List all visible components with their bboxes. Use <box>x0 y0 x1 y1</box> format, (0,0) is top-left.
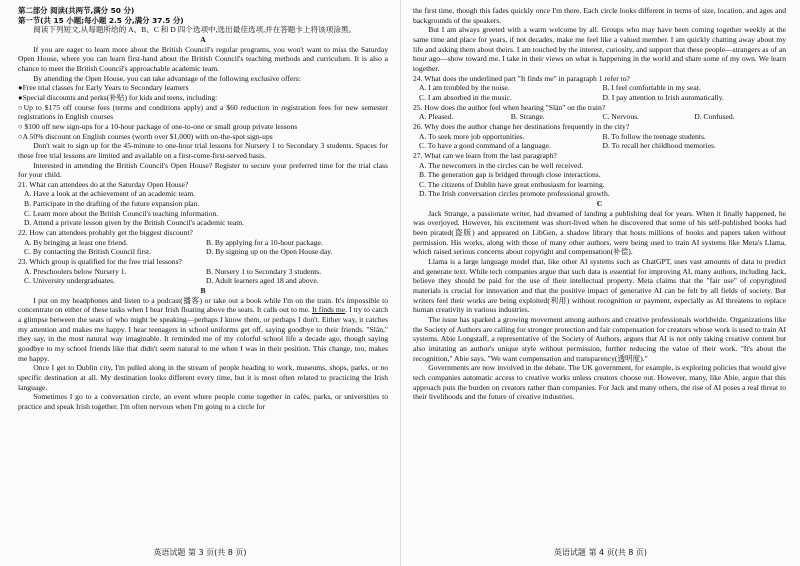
question-25: 25. How does the author feel when hearing "Slán" on the train? <box>413 102 606 112</box>
option: A. The newcomers in the circles can be well received. <box>419 160 584 170</box>
question-22: 22. How can attendees probably get the biggest discount? <box>18 228 193 238</box>
option: A. By bringing at least one friend. <box>24 237 128 247</box>
option: C. The citizens of Dublin have great enthusiasm for learning. <box>419 179 605 189</box>
passage-b-paragraph: But I am always greeted with a warm welcome by all. Groups who may have been coming together weekly at the same time and place for years, if not decades, make me feel like a valued member. I am quickly chatting away about my life and asking them about theirs. I am touched by the interest, curiosity, and support that these people—strangers as of an hour ago—show toward me. I take in their views on what is happening in the world and share some of my own. We learn together. <box>413 25 786 73</box>
option: B. To follow the teenage students. <box>602 131 706 141</box>
option-row <box>413 132 786 142</box>
option-row <box>413 141 786 151</box>
question-26: 26. Why does the author change her destinations frequently in the city? <box>413 121 630 131</box>
offer-sub-bullet: ○A 50% discount on English courses (worth over $1,000) with on-the-spot sign-ups <box>18 131 273 141</box>
section-title: 第二部分 阅读(共两节,满分 50 分) <box>18 6 135 15</box>
option: C. I am absorbed in the music. <box>419 92 512 102</box>
passage-b-text: . I try to catch a glimpse between the seats of who might be speaking—perhaps I know them, or perhaps I don't. Either way, it catches my attention and makes me happy. I hear teenagers in school uniforms get off, saying goodbye to their friends. "Slán," they say, in the most natural way imaginable. It reminded me of my colorful school life a decade ago, though saying goodbye to my school friends like that didn't seem natural to me when I was in their position. This change, too, makes me happy. <box>18 305 388 363</box>
instructions: 阅读下列短文,从每题所给的 A、B、C 和 D 四个选项中,选出最佳选项,并在答题卡上将该项涂黑。 <box>33 25 357 35</box>
option-row <box>413 93 786 103</box>
option: B. Participate in the drafting of the future expansion plan. <box>24 199 200 209</box>
offer-sub-bullet: ○ $100 off new sign-ups for a 10-hour package of one-to-one or small group private lessons <box>18 121 298 131</box>
underlined-phrase: It finds me <box>312 305 346 315</box>
option: C. University undergraduates. <box>24 276 115 286</box>
option: A. I am troubled by the noise. <box>419 83 510 93</box>
passage-b-paragraph: the first time, though this fades quickly once I'm there. Each circle looks different in terms of size, location, and ages and backgrounds of the speakers. <box>413 6 786 25</box>
passage-a-paragraph: By attending the Open House, you can take advantage of the following exclusive offers: <box>33 73 301 83</box>
option-row <box>18 276 388 286</box>
passage-c-label: C <box>596 199 603 209</box>
option-row <box>413 112 786 122</box>
option: C. By contacting the British Council first. <box>24 247 151 257</box>
passage-c-paragraph: Jack Strange, a passionate writer, had dreamed of landing a publishing deal for years. When it finally happened, he was overjoyed. However, his excitement was short-lived when he discovered that some of his self-published books had been pirated(盗版) and appeared on LibGen, a shadow library that hosts millions of books and papers taken without permission. His works, along with those of many other authors, were being used to train AI systems like Meta's Llama, which raised serious concerns about copyright and compensation(补偿). <box>413 208 786 257</box>
passage-b-paragraph: Once I get to Dublin city, I'm pulled along in the stream of people heading to work, museums, shops, parks, or no specific destination at all. My destination looks different every time, but it is most often related to practicing the Irish language. <box>18 363 388 392</box>
option: B. The generation gap is bridged through close interactions. <box>419 170 601 180</box>
question-27: 27. What can we learn from the last paragraph? <box>413 150 557 160</box>
option-row <box>413 83 786 93</box>
option: A. Pleased. <box>419 112 454 122</box>
passage-c-paragraph: Governments are now involved in the debate. The UK government, for example, is exploring policies that would give tech companies automatic access to creative works unless creators choose out. However, many, like Abie, argue that this approach puts the burden on creators rather than companies. For Jack and many others, the rise of AI poses a real threat to their livelihoods and the future of creative industries. <box>413 363 786 402</box>
option: B. Nursery 1 to Secondary 3 students. <box>206 266 322 276</box>
option: C. To have a good command of a language. <box>419 141 551 151</box>
option: A. To seek more job opportunities. <box>419 131 525 141</box>
passage-b-label: B <box>200 286 206 296</box>
left-column <box>18 6 388 536</box>
option: D. I pay attention to Irish automatically. <box>602 92 724 102</box>
passage-c-paragraph: The issue has sparked a growing movement among authors and creative professionals worldwide. Organizations like the Society of Authors are calling for stronger protection and fair compensation for creators whose work is used to train AI systems. Abie Longstaff, a representative of the Society of Authors, argues that AI is not only taking creative content but also imitating an author's unique style without permission, further reducing the value of their work. "It's about the recognition," Abie says. "We want compensation and transparency(透明度)." <box>413 315 786 363</box>
option: C. Learn more about the British Council's teaching information. <box>24 208 219 218</box>
right-column <box>413 6 786 536</box>
passage-b-text: I put on my headphones and listen to a podcast(播客) or take out a book while I'm on the train. It's impossible to concentrate on either of these tasks when I hear Irish floating above the seats. It calls out to me. <box>18 295 388 315</box>
page-footer: 英语试题 第 3 页(共 8 页) <box>153 548 247 557</box>
right-page <box>400 0 800 566</box>
option-row <box>18 267 388 277</box>
option-row <box>18 238 388 248</box>
passage-b-paragraph: Sometimes I go to a conversation circle, an event where people come together in cafés, parks, or universities to practice and speak Irish together. I'm often nervous when I'm going to a circle for <box>18 392 388 411</box>
question-24: 24. What does the underlined part "It finds me" in paragraph 1 refer to? <box>413 73 630 83</box>
passage-a-label: A <box>200 34 206 44</box>
option: A. Have a look at the achievement of an academic team. <box>24 189 196 199</box>
passage-a-paragraph: If you are eager to learn more about the British Council's regular programs, you won't want to miss the Saturday Open House, where you can learn first-hand about the British Council's teaching methods and curriculum. It is also a chance to meet the British Council's approachable academic team. <box>18 44 388 73</box>
offer-bullet: ●Free trial classes for Early Years to Secondary learners <box>18 83 189 93</box>
question-21: 21. What can attendees do at the Saturday Open House? <box>18 179 189 189</box>
offer-bullet: ●Special discounts and perks(补贴) for kids and teens, including: <box>18 92 218 102</box>
option: D. Adult learners aged 18 and above. <box>206 276 319 286</box>
part1-title: 第一节(共 15 小题;每小题 2.5 分,满分 37.5 分) <box>18 15 184 25</box>
option: D. By signing up on the Open House day. <box>206 247 333 257</box>
option: B. By applying for a 10-hour package. <box>206 237 323 247</box>
passage-c-paragraph: Llama is a large language model that, like other AI systems such as ChatGPT, uses vast amounts of data to predict and generate text. While tech companies argue that such data is essential for improving AI, many authors, including Jack, believe they should be paid for the use of their intellectual property. Meta claims that the "fair use" of copyrighted materials is crucial for innovation and that the positive impact of generative AI can be felt by all fields of society. But writers feel their works are being exploited(利用) without recognition or payment, especially as AI threatens to replace human creativity in various industries. <box>413 257 786 315</box>
option: D. The Irish conversation circles promote professional growth. <box>419 189 610 199</box>
option: B. I feel comfortable in my seat. <box>602 83 701 93</box>
option: D. Attend a private lesson given by the British Council's academic team. <box>24 218 245 228</box>
option: D. To recall her childhood memories. <box>602 141 716 151</box>
offer-sub-bullet: ○Up to $175 off course fees (terms and conditions apply) and a $60 reduction in registration fees for new semester registrations in English courses <box>18 102 388 122</box>
passage-b-paragraph <box>18 296 388 364</box>
option: B. Strange. <box>510 112 545 122</box>
option: D. Confused. <box>694 112 735 122</box>
option: C. Nervous. <box>602 112 639 122</box>
page-footer: 英语试题 第 4 页(共 8 页) <box>553 548 648 557</box>
option: A. Preschoolers below Nursery 1. <box>24 266 127 276</box>
passage-a-paragraph: Interested in attending the British Council's Open House? Register to secure your preferred time for the trial class for your child. <box>18 160 388 180</box>
option-row <box>18 247 388 257</box>
question-23: 23. Which group is qualified for the free trial lessons? <box>18 257 182 267</box>
passage-a-paragraph: Don't wait to sign up for the 45-minute to one-hour trial lessons for Nursery 1 to Secondary 3 students. Spaces for these free trial lessons are limited and available on a first-come-first-served basis. <box>18 141 388 160</box>
